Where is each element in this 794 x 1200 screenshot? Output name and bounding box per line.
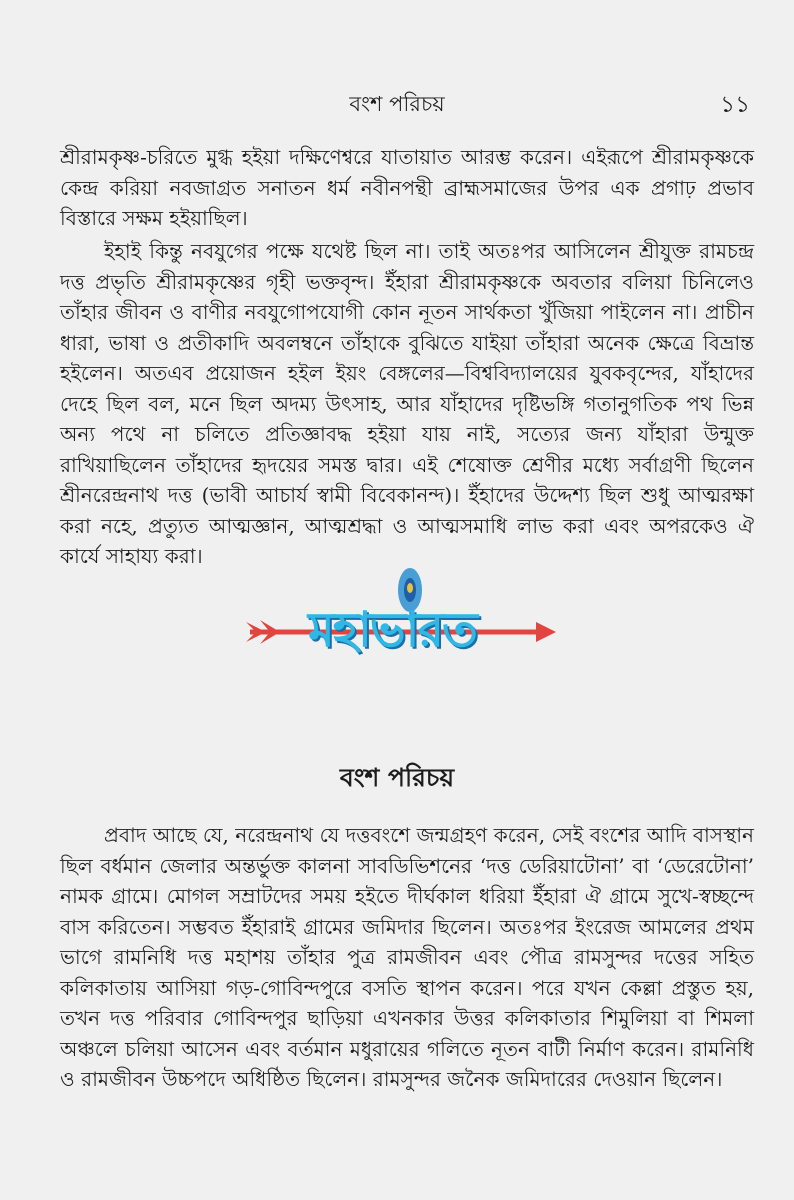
section-heading: বংশ পরিচয়	[339, 763, 455, 792]
section-paragraph: প্রবাদ আছে যে, নরেন্দ্রনাথ যে দত্তবংশে জন্মগ্রহণ করেন, সেই বংশের আদি বাসস্থান ছিল বর্ধমান জেলার অন্তর্ভুক্ত কালনা সাবডিভিশনের ‘দত্ত ডেরিয়াটোনা’ বা ‘ডেরেটোনা’ নামক গ্রামে। মোগল সম্রাটদের সময় হইতে দীর্ঘকাল ধরিয়া ইঁহারা ঐ গ্রামে সুখে-স্বচ্ছন্দে বাস করিতেন। সম্ভবত ইঁহারাই গ্রামের জমিদার ছিলেন। অতঃপর ইংরেজ আমলের প্রথম ভাগে রামনিধি দত্ত মহাশয় তাঁহার পুত্র রামজীবন এবং পৌত্র রামসুন্দর দত্তের সহিত কলিকাতায় আসিয়া গড়-গোবিন্দপুরে বসতি স্থাপন করেন। পরে যখন কেল্লা প্রস্তুত হয়, তখন দত্ত পরিবার গোবিন্দপুর ছাড়িয়া এখনকার উত্তর কলিকাতার শিমুলিয়া বা শিমলা অঞ্চলে চলিয়া আসেন এবং বর্তমান মধুরায়ের গলিতে নূতন বাটী নির্মাণ করেন। রামনিধি ও রামজীবন উচ্চপদে অধিষ্ঠিত ছিলেন। রামসুন্দর জনৈক জমিদারের দেওয়ান ছিলেন।	[60, 823, 754, 1091]
page-number: ১১	[720, 92, 750, 118]
paragraph-2: ইহাই কিন্তু নবযুগের পক্ষে যথেষ্ট ছিল না। তাই অতঃপর আসিলেন শ্রীযুক্ত রামচন্দ্র দত্ত প্রভৃতি শ্রীরামকৃষ্ণের গৃহী ভক্তবৃন্দ। ইঁহারা শ্রীরামকৃষ্ণকে অবতার বলিয়া চিনিলেও তাঁহার জীবন ও বাণীর নবযুগোপযোগী কোন নূতন সার্থকতা খুঁজিয়া পাইলেন না। প্রাচীন ধারা, ভাষা ও প্রতীকাদি অবলম্বনে তাঁহাকে বুঝিতে যাইয়া তাঁহারা অনেক ক্ষেত্রে বিভ্রান্ত হইলেন। অতএব প্রয়োজন হইল ইয়ং বেঙ্গলের—বিশ্ববিদ্যালয়ের যুবকবৃন্দের, যাঁহাদের দেহে ছিল বল, মনে ছিল অদম্য উৎসাহ, আর যাঁহাদের দৃষ্টিভঙ্গি গতানুগতিক পথ ভিন্ন অন্য পথে না চলিতে প্রতিজ্ঞাবদ্ধ হইয়া যায় নাই, সত্যের জন্য যাঁহারা উন্মুক্ত রাখিয়াছিলেন তাঁহাদের হৃদয়ের সমস্ত দ্বার। এই শেষোক্ত শ্রেণীর মধ্যে সর্বাগ্রণী ছিলেন শ্রীনরেন্দ্রনাথ দত্ত (ভাবী আচার্য স্বামী বিবেকানন্দ)। ইঁহাদের উদ্দেশ্য ছিল শুধু আত্মরক্ষা করা নহে, প্রত্যুত আত্মজ্ঞান, আত্মশ্রদ্ধা ও আত্মসমাধি লাভ করা এবং অপরকেও ঐ কার্যে সাহায্য করা।	[60, 239, 754, 568]
paragraph-1: শ্রীরামকৃষ্ণ-চরিতে মুগ্ধ হইয়া দক্ষিণেশ্বরে যাতায়াত আরম্ভ করেন। এইরূপে শ্রীরামকৃষ্ণকে কেন্দ্র করিয়া নবজাগ্রত সনাতন ধর্ম নবীনপন্থী ব্রাহ্মসমাজের উপর এক প্রগাঢ় প্রভাব বিস্তারে সক্ষম হইয়াছিল।	[60, 145, 754, 230]
watermark-logo	[240, 560, 560, 690]
running-head: বংশ পরিচয়	[349, 92, 445, 116]
watermark-text: মহাভারত	[308, 602, 476, 658]
